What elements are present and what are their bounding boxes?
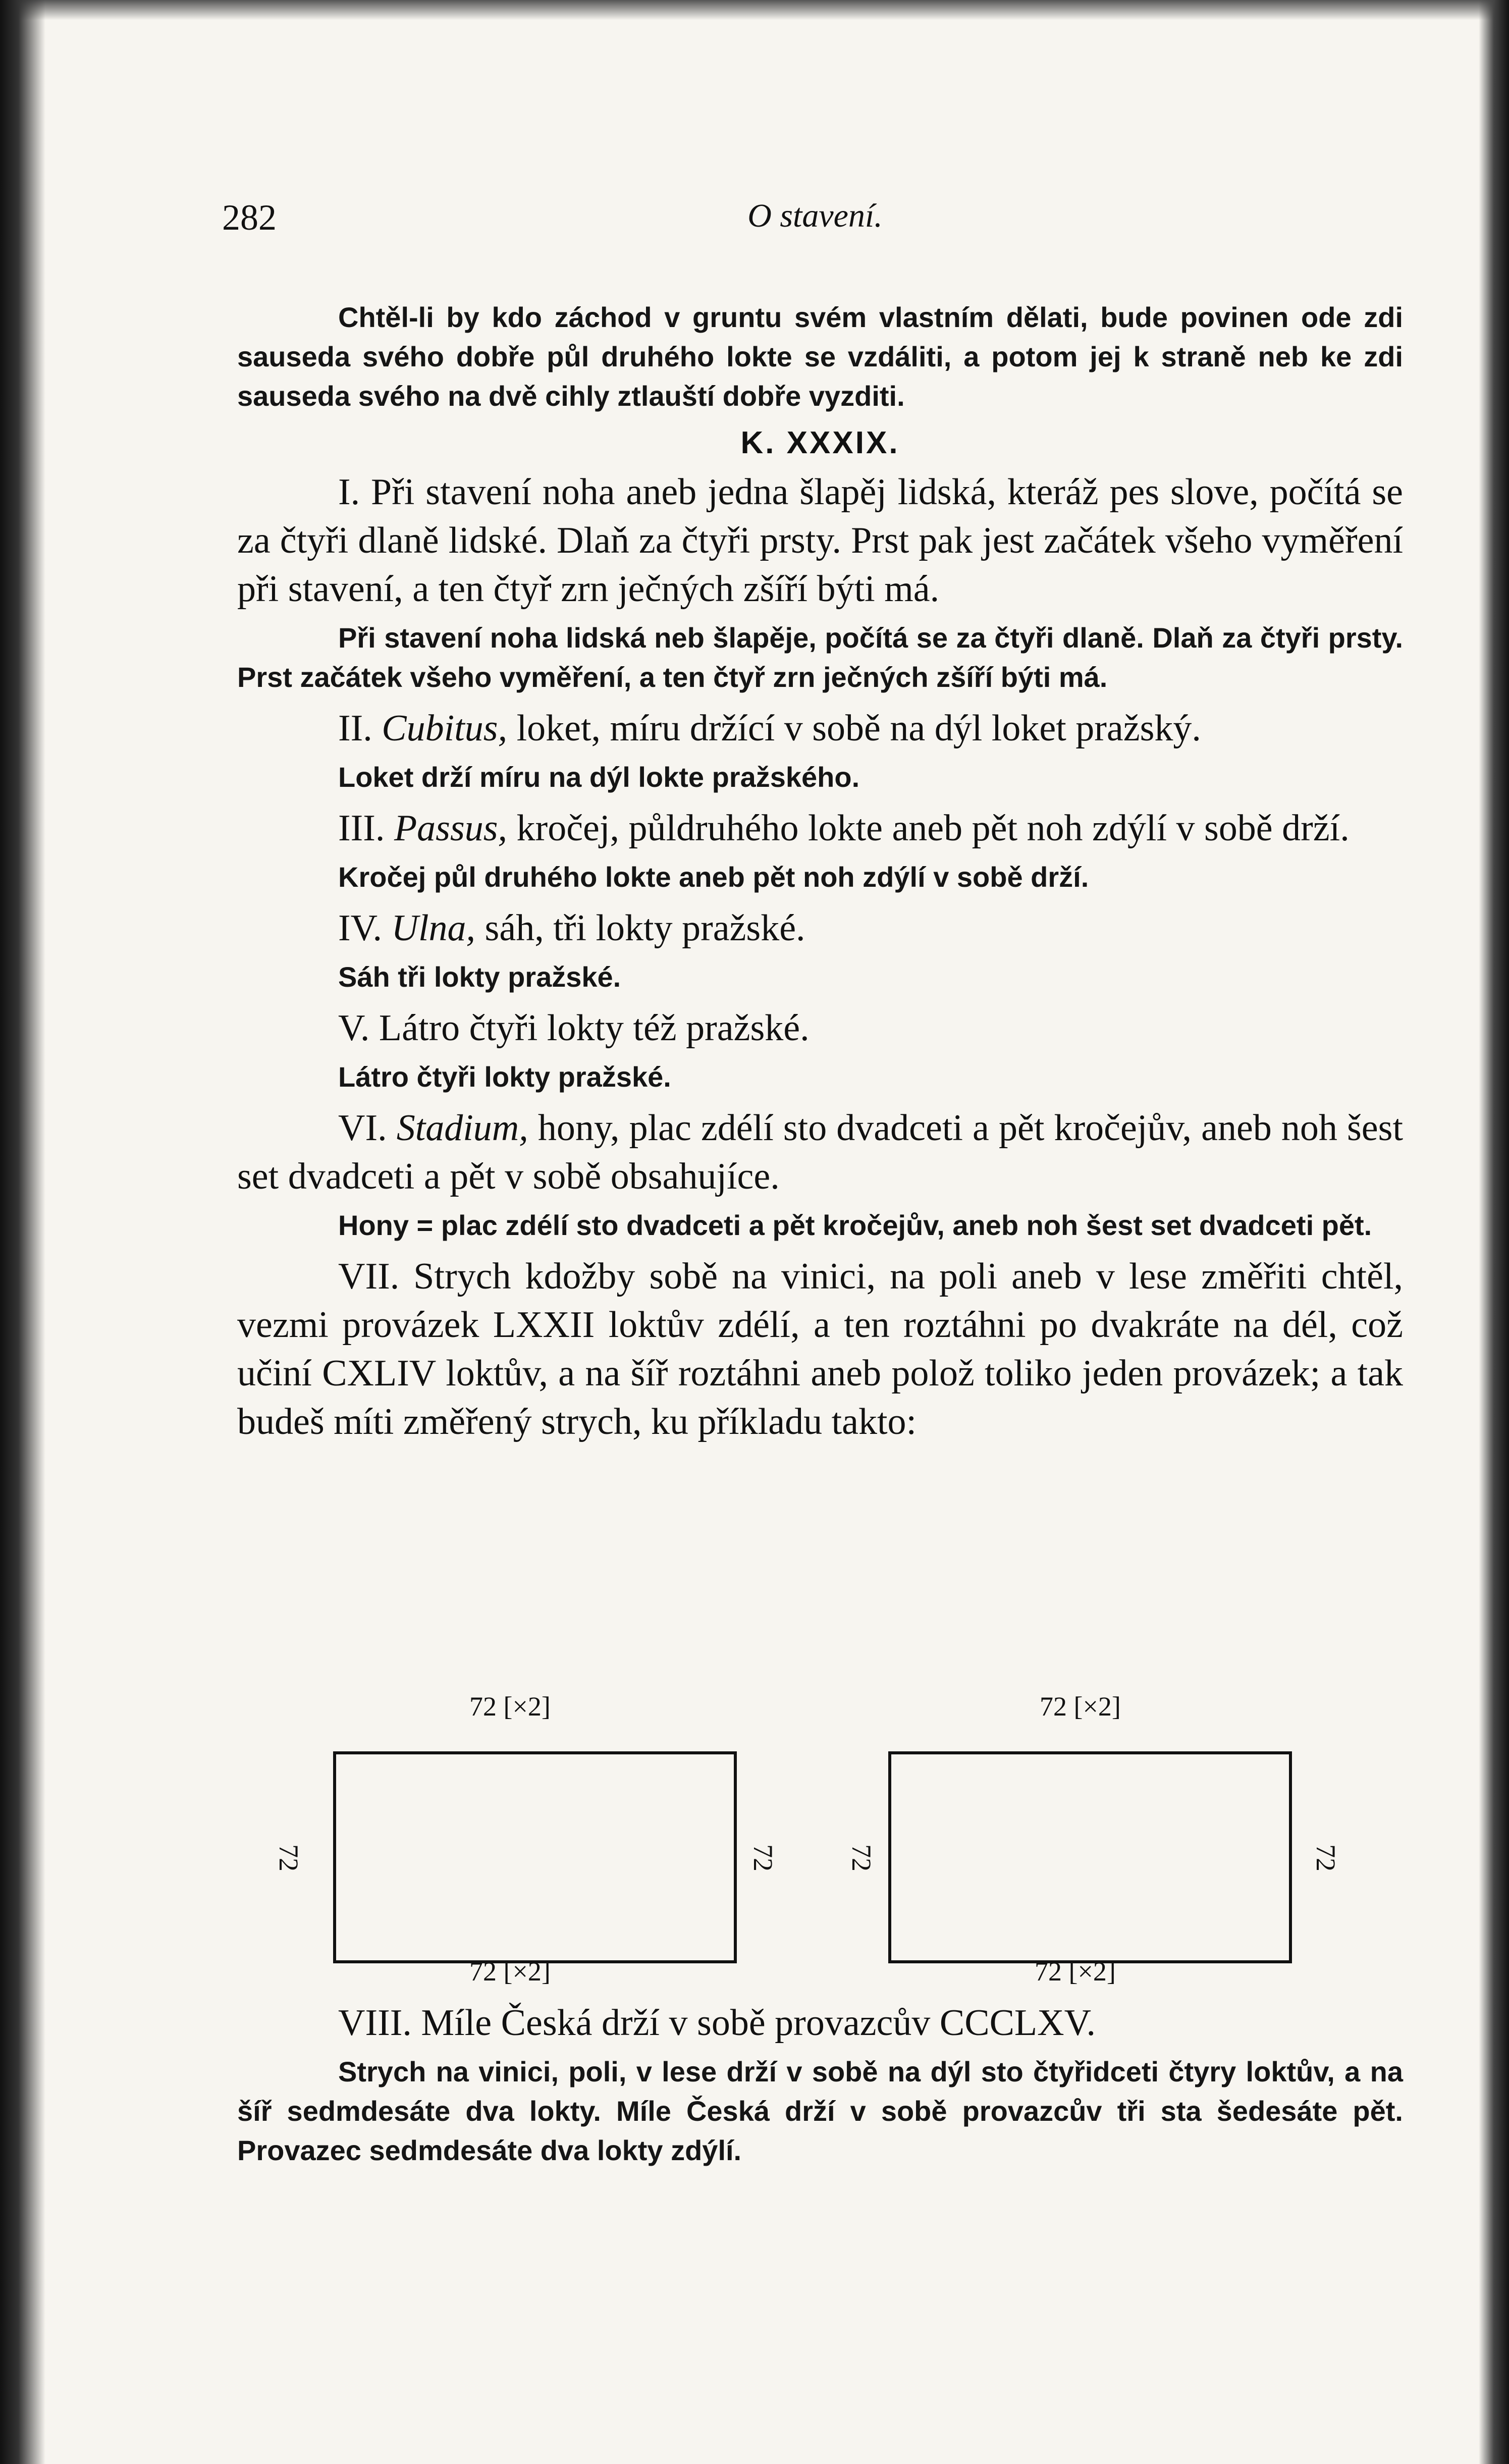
page-body [237,298,1403,1446]
section-viii-large: Míle Česká drží v sobě provazcův CCCLXV. [421,2002,1096,2044]
section-iv-latin: Ulna, [391,907,476,949]
section-ii-latin: Cubitus, [382,708,508,749]
figure-side-4: 72 [1311,1844,1341,1871]
intro-paragraph: Chtěl-li by kdo záchod v gruntu svém vlastním dělati, bude povinen ode zdi sauseda svého dobře půl druhého lokte se vzdáliti, a potom jej k straně neb ke zdi sauseda svého na dvě cihly ztlauští dobře vyzditi. [237,301,1403,412]
section-vii-numeral: VII. [338,1256,400,1297]
section-viii-small: Strych na vinici, poli, v lese drží v sobě na dýl sto čtyřidceti čtyry loktův, a na šíř sedmdesáte dva lokty. Míle Česká drží v sobě provazcův tři sta šedesáte pět. Provazec sedmdesáte dva lokty zdýlí. [237,2056,1403,2166]
section-iv-numeral: IV. [338,907,383,949]
page-edge-right [1479,0,1509,2464]
section-iii-small: Kročej půl druhého lokte aneb pět noh zdýlí v sobě drží. [338,861,1089,893]
section-vi-large: hony, plac zdélí sto dvadceti a pět kročejův, aneb noh šest set dvadceti a pět v sobě obsahujíce. [237,1107,1404,1197]
section-iii-large: kročej, půldruhého lokte aneb pět noh zdýlí v sobě drží. [516,808,1350,849]
section-iii-numeral: III. [338,808,385,849]
figure-bottom-right-label: 72 [×2] [1035,1956,1116,1987]
figure-top-right-label: 72 [×2] [1040,1691,1121,1722]
strych-diagram [274,1691,1398,2024]
section-vii-large: Strych kdožby sobě na vinici, na poli aneb v lese změřiti chtěl, vezmi provázek LXXII loktův zdélí, a ten roztáhni po dvakráte na dél, což učiní CXLIV loktův, a na šíř roztáhni aneb polož toliko jeden provázek; a tak budeš míti změřený strych, ku příkladu takto: [237,1256,1404,1442]
figure-side-3: 72 [846,1844,877,1871]
section-viii-text [237,1999,1403,2047]
section-vi-numeral: VI. [338,1107,387,1149]
chapter-heading: K. XXXIX. [740,425,900,460]
section-vi-text [237,1104,1403,1201]
section-i-small: Při stavení noha lidská neb šlapěje, počítá se za čtyři dlaně. Dlaň za čtyři prsty. Prst začátek všeho vyměření, a ten čtyř zrn ječných zšíří býti má. [237,622,1403,693]
section-v-numeral: V. [338,1007,370,1049]
page-number: 282 [222,197,277,238]
section-vii-text [237,1252,1403,1446]
section-vi-small: Hony = plac zdélí sto dvadceti a pět kročejův, aneb noh šest set dvadceti pět. [338,1209,1372,1241]
figure-side-2: 72 [748,1844,778,1871]
section-vi-latin: Stadium, [396,1107,528,1149]
section-ii-large: loket, míru držící v sobě na dýl loket pražský. [516,708,1201,749]
figure-left-rectangle [333,1751,737,1963]
page-edge-left [0,0,45,2464]
page-edge-top [0,0,1509,20]
section-iii-latin: Passus, [394,808,508,849]
section-v-large: Látro čtyři lokty též pražské. [379,1007,810,1049]
section-ii-numeral: II. [338,708,372,749]
section-iv-small: Sáh tři lokty pražské. [338,961,621,993]
page-header [222,197,1408,252]
running-title: O stavení. [747,197,883,234]
section-viii [237,1999,1403,2170]
section-v-small: Látro čtyři lokty pražské. [338,1061,671,1093]
section-iv-large: sáh, tři lokty pražské. [484,907,805,949]
figure-side-1: 72 [274,1844,304,1871]
section-i-numeral: I. [338,471,360,513]
figure-right-rectangle [888,1751,1292,1963]
section-iii-text [237,804,1403,852]
section-viii-numeral: VIII. [338,2002,412,2044]
section-iv-text [237,904,1403,952]
figure-bottom-left-label: 72 [×2] [469,1956,551,1987]
section-ii-small: Loket drží míru na dýl lokte pražského. [338,761,860,793]
section-i-text [237,468,1403,613]
section-i-large: Při stavení noha aneb jedna šlapěj lidská, kteráž pes slove, počítá se za čtyři dlaně lidské. Dlaň za čtyři prsty. Prst pak jest začátek všeho vyměření při stavení, a ten čtyř zrn ječných zšíří býti má. [237,471,1403,610]
section-v-text [237,1004,1403,1052]
section-ii-text [237,704,1403,753]
figure-top-left-label: 72 [×2] [469,1691,551,1722]
